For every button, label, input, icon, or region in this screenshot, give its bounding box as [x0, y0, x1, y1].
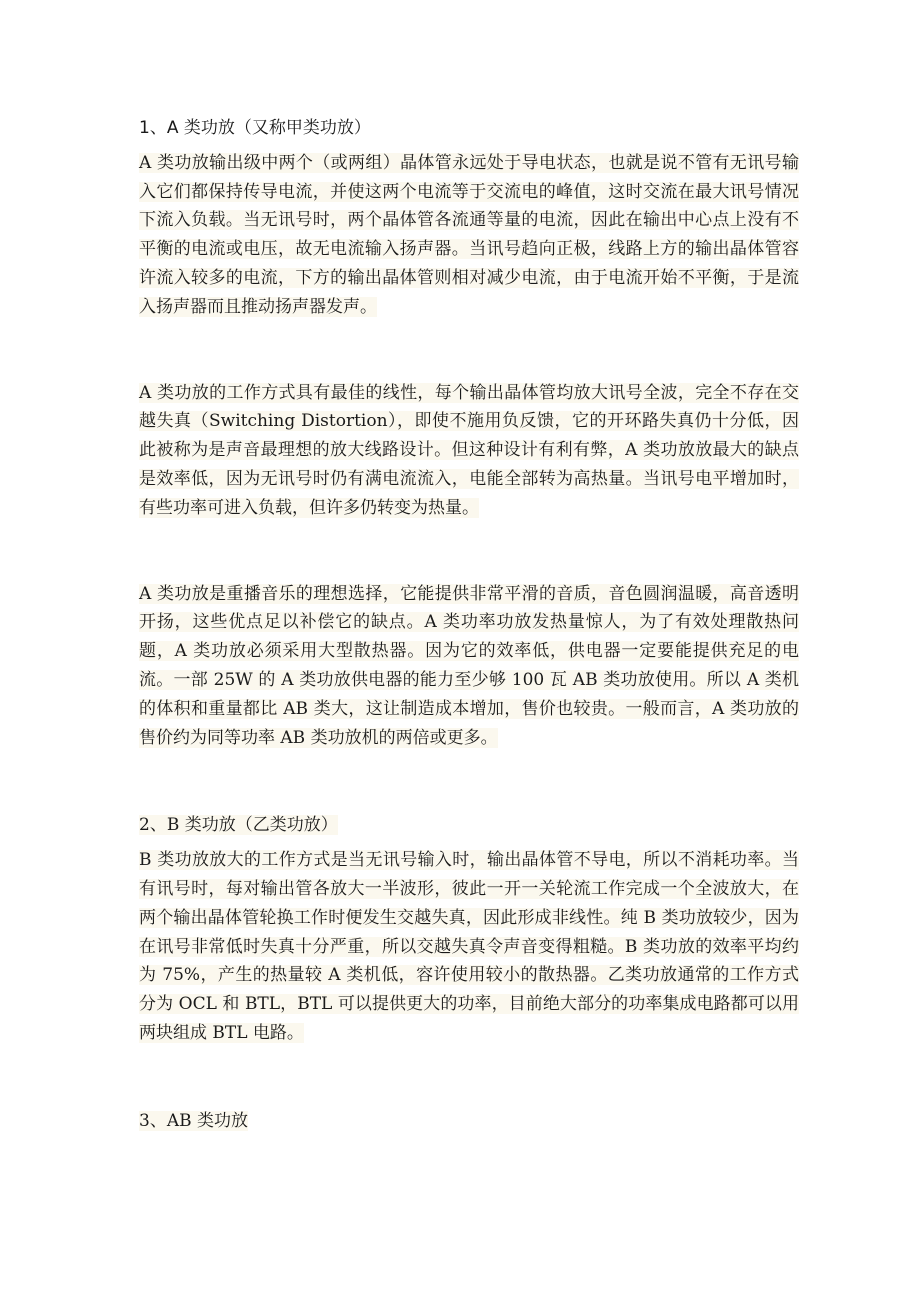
section-heading-class-b: 2、B 类功放（乙类功放） — [139, 815, 338, 836]
paragraph-class-a-sound: A 类功放是重播音乐的理想选择，它能提供非常平滑的音质，音色圆润温暖，高音透明开扬，这些优点足以补偿它的缺点。A 类功率功放发热量惊人，为了有效处理散热问题，A 类功放必须采用大型散热器。因为它的效率低，供电器一定要能提供充足的电流。一部 25W 的 A 类功放供电器的能力至少够 100 瓦 AB 类功放使用。所以 A 类机的体积和重量都比 AB 类大，这让制造成本增加，售价也较贵。一般而言，A 类功放的售价约为同等功率 AB 类功放机的两倍或更多。 — [139, 583, 799, 748]
spacer — [139, 322, 799, 379]
paragraph-class-a-operation: A 类功放输出级中两个（或两组）晶体管永远处于导电状态，也就是说不管有无讯号输入它们都保持传导电流，并使这两个电流等于交流电的峰值，这时交流在最大讯号情况下流入负载。当无讯号时，两个晶体管各流通等量的电流，因此在输出中心点上没有不平衡的电流或电压，故无电流输入扬声器。当讯号趋向正极，线路上方的输出晶体管容许流入较多的电流，下方的输出晶体管则相对减少电流，由于电流开始不平衡，于是流入扬声器而且推动扬声器发声。 — [139, 152, 799, 317]
paragraph-class-b-operation: B 类功放放大的工作方式是当无讯号输入时，输出晶体管不导电，所以不消耗功率。当有讯号时，每对输出管各放大一半波形，彼此一开一关轮流工作完成一个全波放大，在两个输出晶体管轮换工作时便发生交越失真，因此形成非线性。纯 B 类功放较少，因为在讯号非常低时失真十分严重，所以交越失真令声音变得粗糙。B 类功放的效率平均约为 75%，产生的热量较 A 类机低，容许使用较小的散热器。乙类功放通常的工作方式分为 OCL 和 BTL，BTL 可以提供更大的功率，目前绝大部分的功率集成电路都可以用两块组成 BTL 电路。 — [139, 850, 799, 1043]
section-heading-class-ab: 3、AB 类功放 — [139, 1110, 248, 1131]
spacer — [139, 752, 799, 809]
spacer — [139, 523, 799, 580]
spacer — [139, 1048, 799, 1105]
document-body — [139, 112, 799, 1138]
paragraph-class-a-linearity: A 类功放的工作方式具有最佳的线性，每个输出晶体管均放大讯号全波，完全不存在交越失真（Switching Distortion），即使不施用负反馈，它的开环路失真仍十分低，因此被称为是声音最理想的放大线路设计。但这种设计有利有弊，A 类功放放最大的缺点是效率低，因为无讯号时仍有满电流流入，电能全部转为高热量。当讯号电平增加时，有些功率可进入负载，但许多仍转变为热量。 — [139, 382, 799, 518]
section-heading-class-a: 1、A 类功放（又称甲类功放） — [139, 118, 371, 138]
